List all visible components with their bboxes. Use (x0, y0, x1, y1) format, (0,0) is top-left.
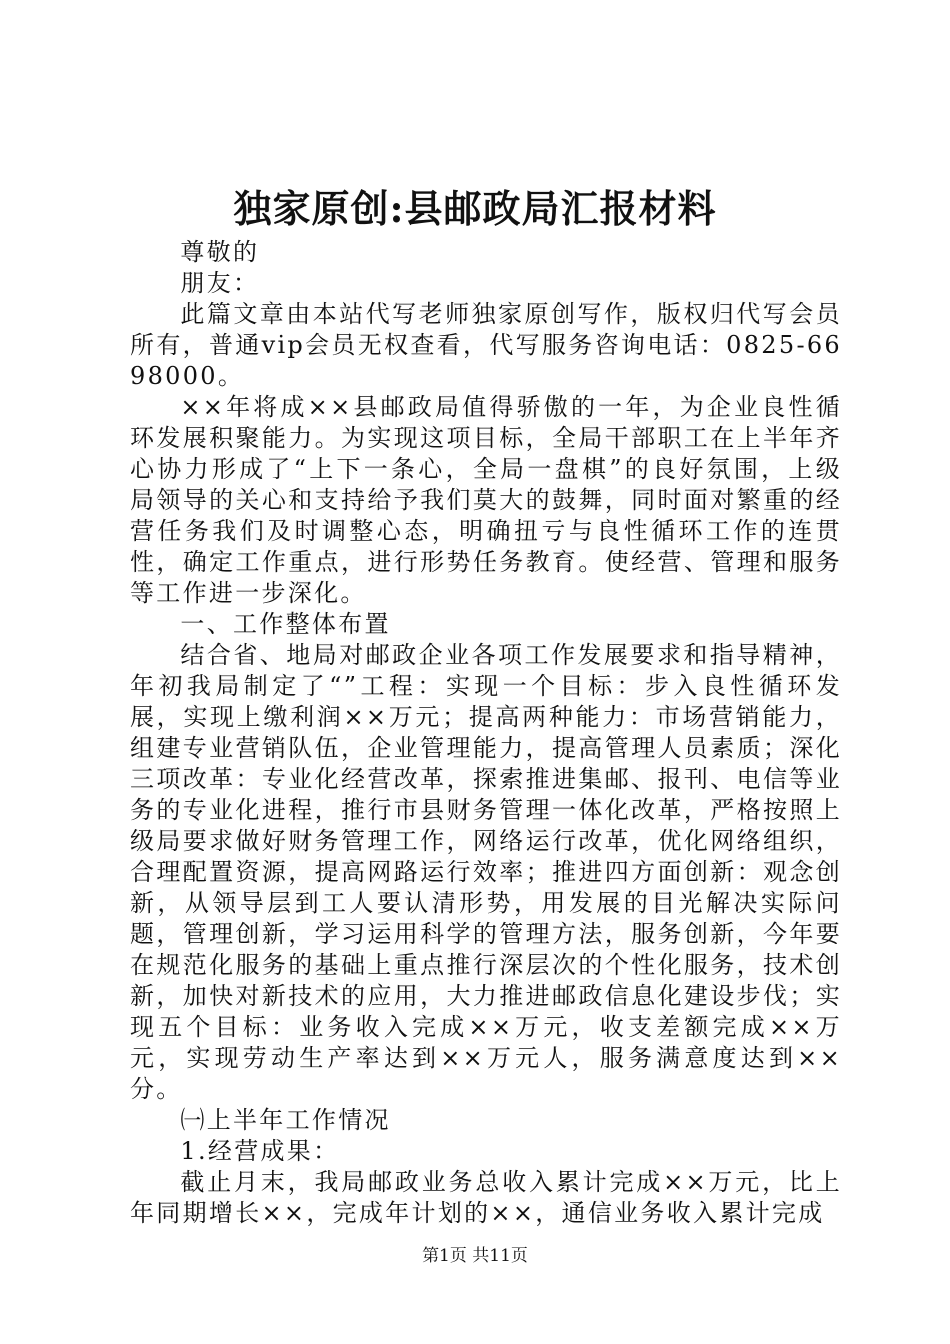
plan-paragraph: 结合省、地局对邮政企业各项工作发展要求和指导精神，年初我局制定了“”工程：实现一个目标：步入良性循环发展，实现上缴利润××万元；提高两种能力：市场营销能力，组建专业营销队伍，企业管理能力，提高管理人员素质；深化三项改革：专业化经营改革，探索推进集邮、报刊、电信等业务的专业化进程，推行市县财务管理一体化改革，严格按照上级局要求做好财务管理工作，网络运行改革，优化网络组织，合理配置资源，提高网路运行效率；推进四方面创新：观念创新，从领导层到工人要认清形势，用发展的目光解决实际问题，管理创新，学习运用科学的管理方法，服务创新，今年要在规范化服务的基础上重点推行深层次的个性化服务，技术创新，加快对新技术的应用，大力推进邮政信息化建设步伐；实现五个目标：业务收入完成××万元，收支差额完成××万元，实现劳动生产率达到××万元人，服务满意度达到××分。 (130, 641, 842, 1103)
results-paragraph: 截止月末，我局邮政业务总收入累计完成××万元，比上年同期增长××，完成年计划的××，通信业务收入累计完成 (130, 1168, 842, 1227)
item-heading: 1.经营成果： (180, 1137, 340, 1165)
intro-paragraph: ××年将成××县邮政局值得骄傲的一年，为企业良性循环发展积聚能力。为实现这项目标，全局干部职工在上半年齐心协力形成了“上下一条心，全局一盘棋”的良好氛围，上级局领导的关心和支持给予我们莫大的鼓舞，同时面对繁重的经营任务我们及时调整心态，明确扭亏与良性循环工作的连贯性，确定工作重点，进行形势任务教育。使经营、管理和服务等工作进一步深化。 (130, 393, 842, 607)
document-title: 独家原创:县邮政局汇报材料 (233, 186, 717, 231)
section-heading: 一、工作整体布置 (180, 610, 391, 638)
subsection-heading: ㈠上半年工作情况 (180, 1106, 391, 1134)
salutation-line-2: 朋友： (180, 269, 260, 297)
page-footer: 第1页 共11页 (422, 1246, 528, 1266)
salutation-line-1: 尊敬的 (180, 238, 260, 266)
notice-paragraph: 此篇文章由本站代写老师独家原创写作，版权归代写会员所有，普通vip会员无权查看，代写服务咨询电话：0825-6698000。 (130, 300, 842, 390)
document-body (130, 237, 842, 1229)
